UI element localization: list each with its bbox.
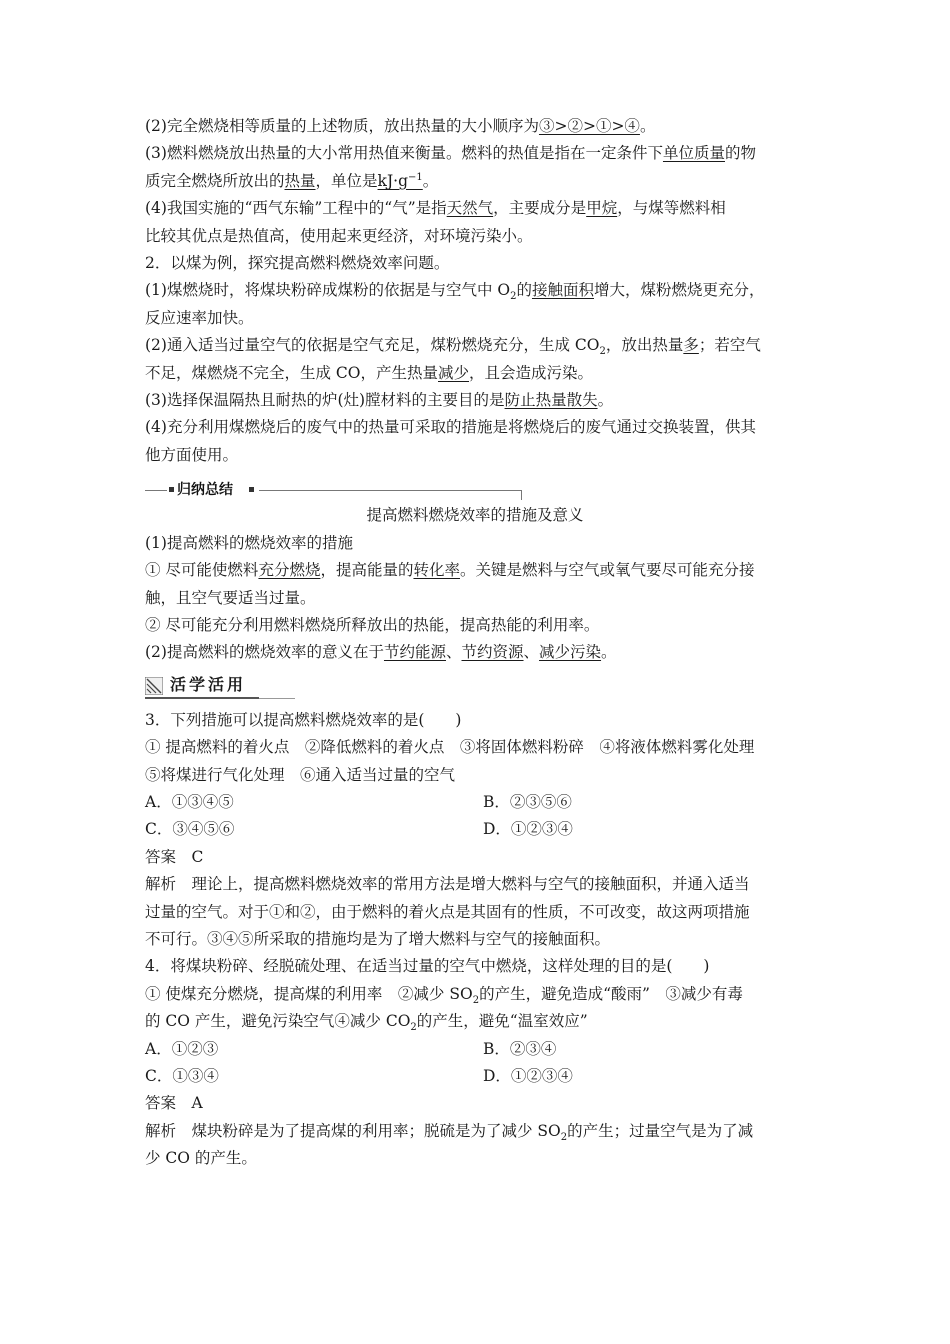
q4-option-b: B．②③④ (483, 1039, 557, 1058)
q3-option-b: B．②③⑤⑥ (483, 792, 572, 811)
s2-paragraph-4-cont: 他方面使用。 (145, 445, 239, 464)
paragraph-4: (4)我国实施的“西气东输”工程中的“气”是指天然气，主要成分是甲烷，与煤等燃料相 (145, 199, 726, 218)
summary-tag: 归纳总结 (177, 482, 233, 499)
section-2-title: 2．以煤为例，探究提高燃料燃烧效率问题。 (145, 254, 450, 273)
q4-options-row-2 (145, 1063, 813, 1090)
summary-line-5: (2)提高燃料的燃烧效率的意义在于节约能源、节约资源、减少污染。 (145, 643, 617, 662)
q3-option-c: C．③④⑤⑥ (145, 820, 235, 839)
q4-stem: 4．将煤块粉碎、经脱硫处理、在适当过量的空气中燃烧，这样处理的目的是( ) (145, 957, 710, 976)
summary-line-2: ① 尽可能使燃料充分燃烧，提高能量的转化率。关键是燃料与空气或氧气要尽可能充分接 (145, 561, 755, 580)
summary-line-4: ② 尽可能充分利用燃料燃烧所释放出的热能，提高热能的利用率。 (145, 615, 600, 634)
summary-line-3: 触，且空气要适当过量。 (145, 588, 316, 607)
q3-explanation-1: 解析 理论上，提高燃料燃烧效率的常用方法是增大燃料与空气的接触面积，并通入适当 (145, 875, 750, 894)
q3-option-d: D．①②③④ (483, 820, 573, 839)
paragraph-4-cont: 比较其优点是热值高，使用起来更经济，对环境污染小。 (145, 226, 533, 245)
q4-option-a: A．①②③ (145, 1039, 219, 1058)
summary-header-rule (259, 490, 521, 491)
summary-marker-icon (169, 487, 174, 492)
q3-answer: 答案 C (145, 847, 204, 866)
s2-paragraph-3: (3)选择保温隔热且耐热的炉(灶)膛材料的主要目的是防止热量散失。 (145, 391, 614, 410)
q4-options-row-1 (145, 1036, 813, 1063)
summary-header-cap (521, 490, 522, 500)
diagonal-lines-icon (145, 677, 163, 695)
q4-explanation-1: 解析 煤块粉碎是为了提高煤的利用率；脱硫是为了减少 $SO_2$的产生；过量空气是为了减 (145, 1121, 754, 1143)
practice-underline (145, 697, 259, 699)
practice-label: 活学活用 (170, 674, 247, 694)
summary-line-1: (1)提高燃料的燃烧效率的措施 (145, 533, 353, 552)
q4-option-c: C．①③④ (145, 1067, 219, 1085)
s2-paragraph-1: (1)煤燃烧时，将煤块粉碎成煤粉的依据是与空气中 $O_2$的接触面积增大，煤粉燃烧更充分， (145, 281, 765, 303)
paragraph-3: (3)燃料燃烧放出热量的大小常用热值来衡量。燃料的热值是指在一定条件下单位质量的物 (145, 144, 756, 163)
practice-underline-tail (259, 698, 295, 699)
q3-items-1: ① 提高燃料的着火点 ②降低燃料的着火点 ③将固体燃料粉碎 ④将液体燃料雾化处理 (145, 738, 755, 757)
q3-explanation-3: 不可行。③④⑤所采取的措施均是为了增大燃料与空气的接触面积。 (145, 929, 611, 948)
q4-answer: 答案 A (145, 1094, 203, 1113)
practice-header (145, 673, 813, 703)
q3-items-2: ⑤将煤进行气化处理 ⑥通入适当过量的空气 (145, 765, 456, 784)
q4-items-2: 的 CO 产生，避免污染空气④减少 $CO_2$的产生，避免“温室效应” (145, 1012, 588, 1034)
document-page (145, 113, 813, 1173)
s2-paragraph-2-cont: 不足，煤燃烧不完全，生成 CO，产生热量减少，且会造成污染。 (145, 363, 594, 382)
summary-header-lead-line (145, 490, 167, 491)
q3-options-row-2 (145, 816, 813, 843)
s2-paragraph-4: (4)充分利用煤燃烧后的废气中的热量可采取的措施是将燃烧后的废气通过交换装置，供其 (145, 418, 756, 437)
s2-paragraph-2: (2)通入适当过量空气的依据是空气充足，煤粉燃烧充分，生成 $CO_2$，放出热量多；若空气 (145, 336, 761, 358)
q4-option-d: D．①②③④ (483, 1067, 573, 1085)
q3-stem: 3．下列措施可以提高燃料燃烧效率的是( ) (145, 710, 462, 729)
q3-explanation-2: 过量的空气。对于①和②，由于燃料的着火点是其固有的性质，不可改变，故这两项措施 (145, 902, 750, 921)
q4-explanation-2: 少 CO 的产生。 (145, 1149, 257, 1168)
summary-title: 提高燃料燃烧效率的措施及意义 (366, 506, 584, 525)
s2-paragraph-1-cont: 反应速率加快。 (145, 308, 254, 327)
summary-marker-icon (249, 487, 254, 492)
paragraph-3-cont: 质完全燃烧所放出的热量，单位是$kJ\cdot g^{-1}$。 (145, 171, 439, 190)
summary-header (145, 480, 813, 502)
paragraph-2: (2)完全燃烧相等质量的上述物质，放出热量的大小顺序为③>②>①>④。 (145, 117, 656, 135)
q3-options-row-1 (145, 789, 813, 816)
q4-items-1: ① 使煤充分燃烧，提高煤的利用率 ②减少 $SO_2$的产生，避免造成“酸雨” ③减少有毒 (145, 984, 743, 1006)
q3-option-a: A．①③④⑤ (145, 792, 234, 811)
